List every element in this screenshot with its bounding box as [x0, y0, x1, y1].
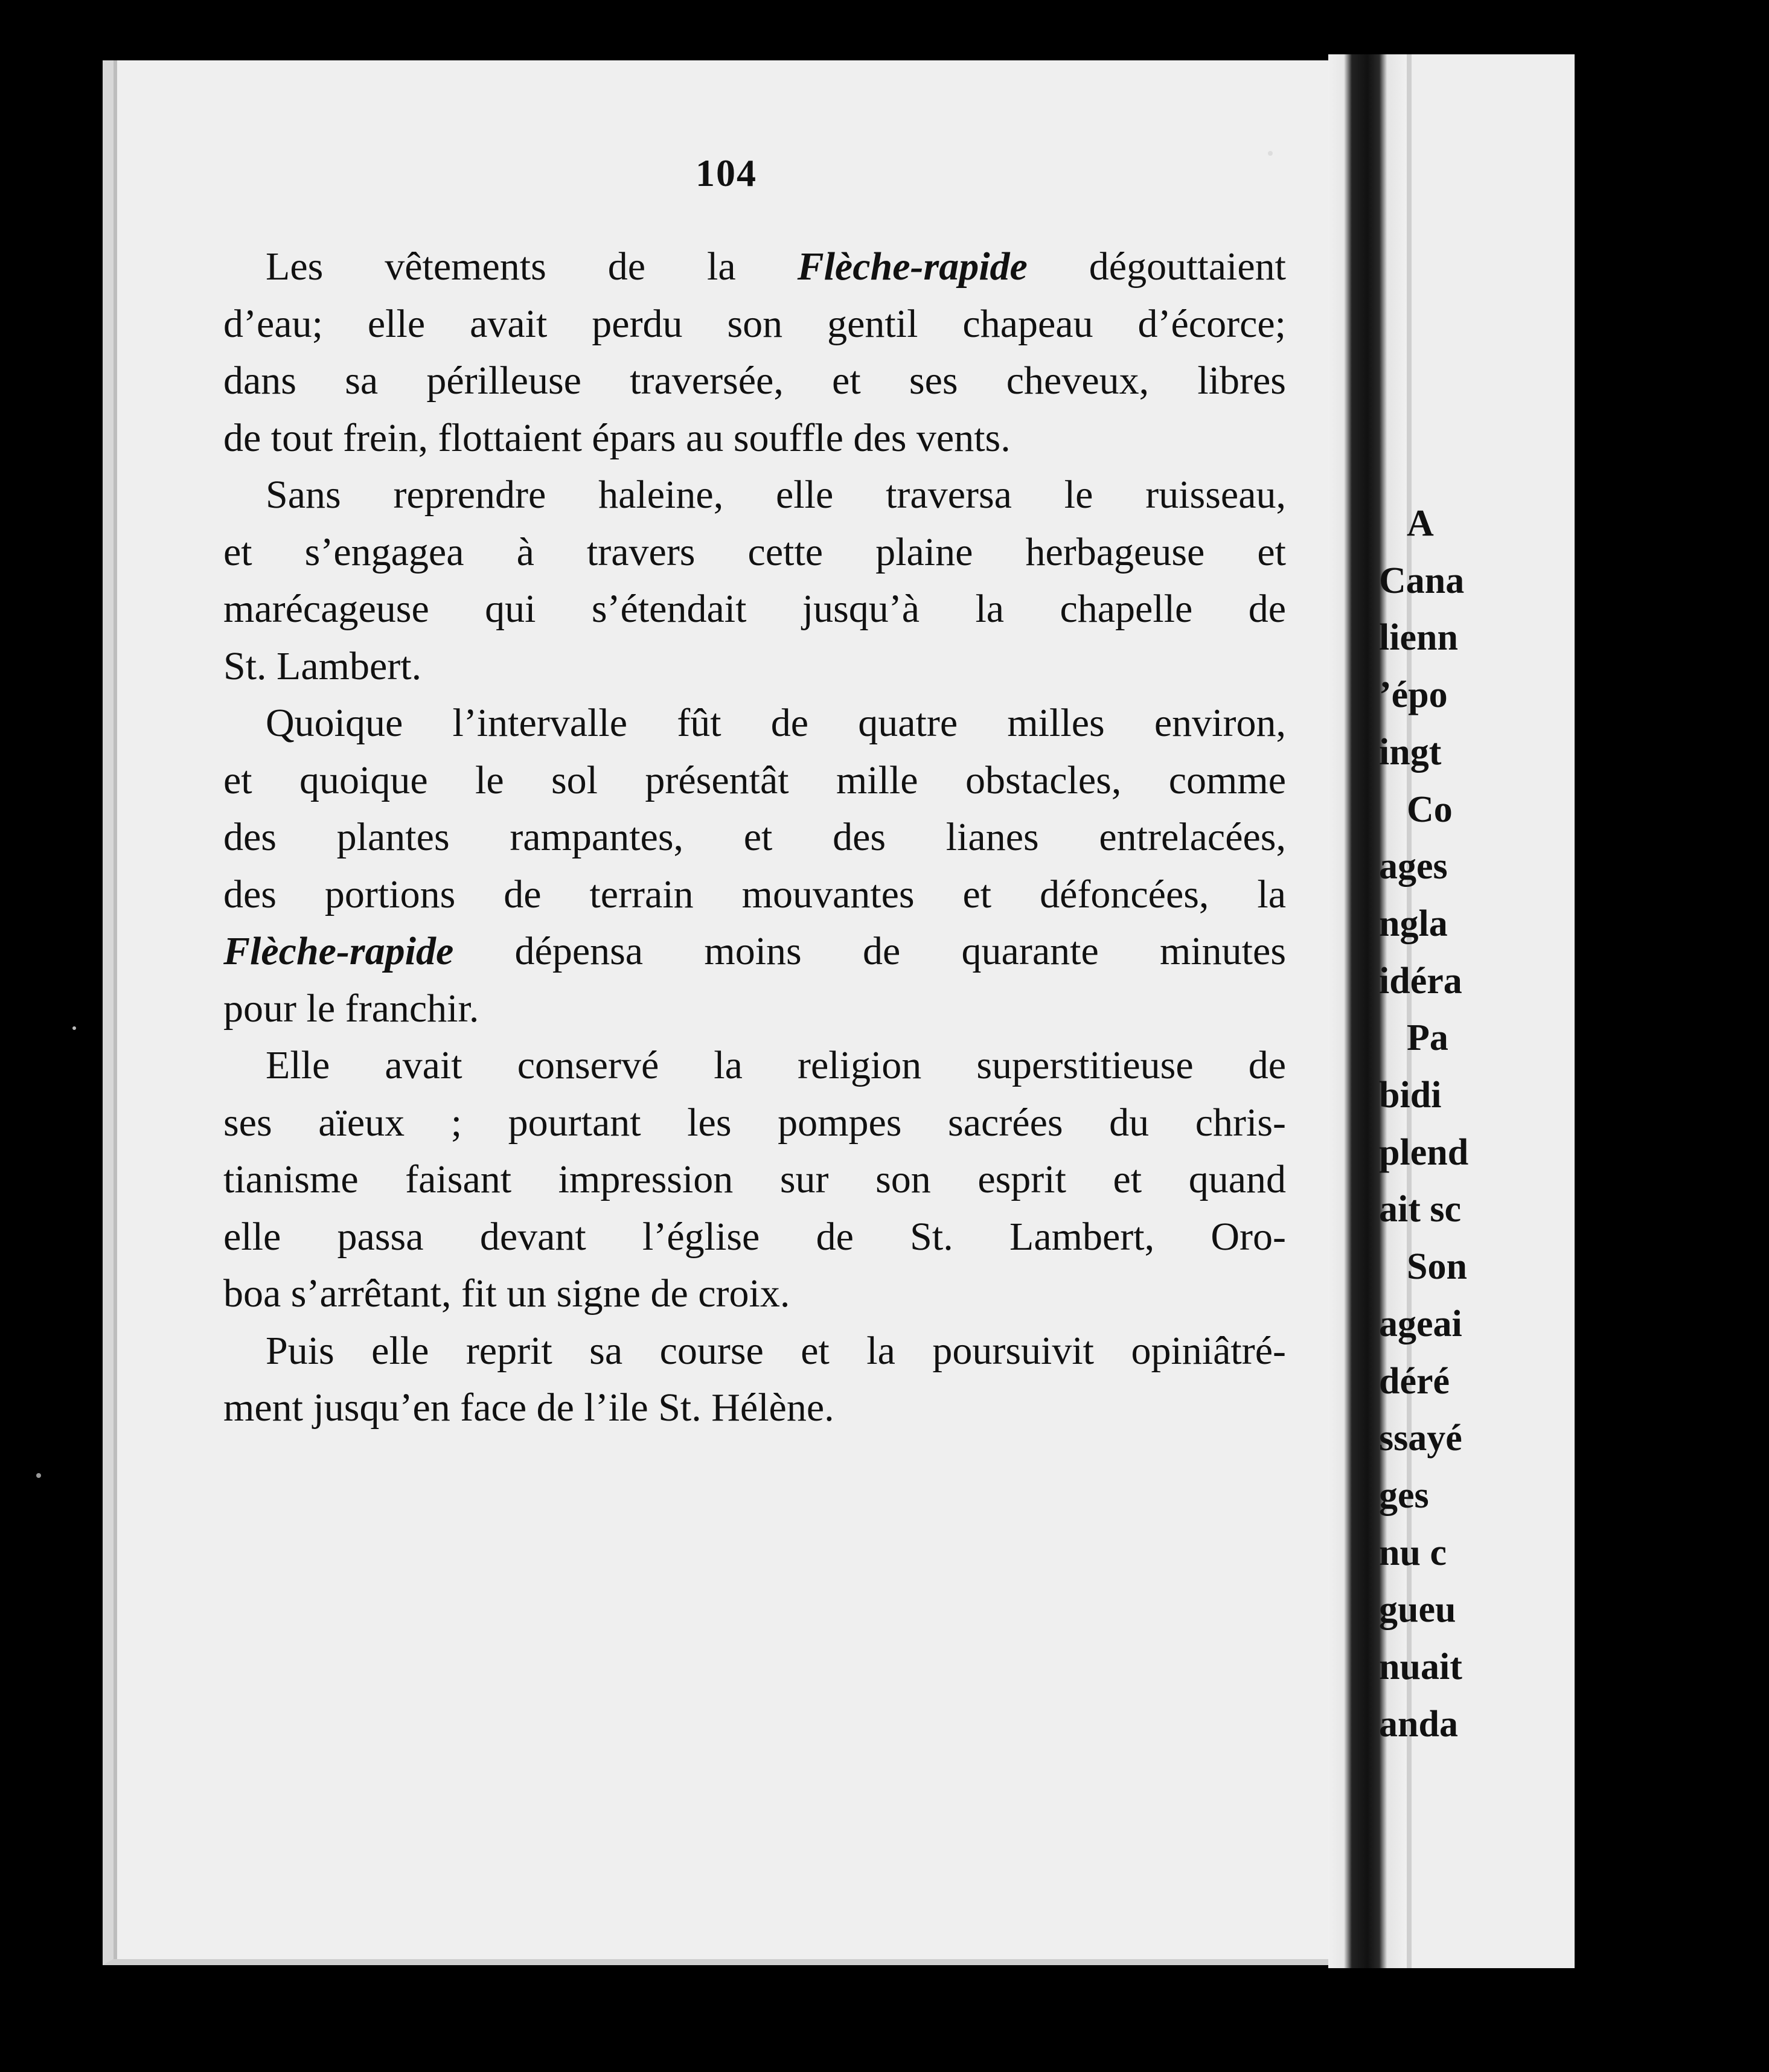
facing-page-line: déré	[1379, 1360, 1450, 1402]
facing-page-line: ’épo	[1379, 674, 1448, 716]
text-line	[223, 238, 1286, 296]
text-line	[223, 410, 1286, 467]
facing-page-line: anda	[1379, 1703, 1458, 1745]
facing-page-text	[1379, 495, 1769, 1753]
italic-name: Flèche-rapide	[797, 245, 1028, 289]
facing-page-line: Pa	[1407, 1017, 1448, 1059]
text-run: et s’engagea à travers cette plaine herbageuse et	[223, 529, 1286, 574]
text-run: Puis elle reprit sa course et la poursuivit opiniâtré-	[266, 1328, 1286, 1373]
text-run: dégouttaient	[1027, 245, 1287, 289]
facing-page-line: ageai	[1379, 1303, 1462, 1345]
text-line	[223, 923, 1286, 980]
text-line	[223, 980, 1286, 1038]
text-run: ses aïeux ; pourtant les pompes sacrées du chris-	[223, 1100, 1286, 1145]
facing-page-line: idéra	[1379, 960, 1462, 1002]
facing-page-line: bidi	[1379, 1075, 1442, 1116]
text-line	[223, 581, 1286, 638]
text-line	[223, 1209, 1286, 1266]
paragraph	[223, 1323, 1286, 1437]
text-run: des plantes rampantes, et des lianes entrelacées,	[223, 815, 1286, 859]
paragraph	[223, 1037, 1286, 1323]
facing-page-line: Co	[1407, 788, 1453, 830]
scan-speck	[1268, 151, 1273, 156]
text-run: Sans reprendre haleine, elle traversa le ruisseau,	[266, 473, 1286, 517]
text-line	[223, 866, 1286, 924]
paragraph	[223, 238, 1286, 467]
text-run: elle passa devant l’église de St. Lambert, Oro-	[223, 1214, 1286, 1259]
facing-page-line: ngla	[1379, 903, 1448, 944]
text-run: dépensa moins de quarante minutes	[453, 929, 1286, 973]
text-run: et quoique le sol présentât mille obstacles, comme	[223, 758, 1286, 802]
text-line	[223, 1037, 1286, 1095]
facing-page-line: ages	[1379, 846, 1448, 887]
paragraph	[223, 467, 1286, 695]
text-run: Quoique l’intervalle fût de quatre milles environ,	[266, 701, 1286, 745]
text-line	[223, 1151, 1286, 1209]
paragraph	[223, 695, 1286, 1037]
italic-name: Flèche-rapide	[223, 929, 454, 973]
facing-page-line: gueu	[1379, 1589, 1456, 1631]
facing-page-line: nu c	[1379, 1532, 1447, 1573]
facing-page-line: plend	[1379, 1131, 1469, 1173]
text-line	[223, 809, 1286, 866]
text-run: d’eau; elle avait perdu son gentil chapeau d’écorce;	[223, 301, 1286, 346]
text-line	[223, 467, 1286, 524]
facing-page	[1379, 54, 1575, 1968]
text-line	[223, 1095, 1286, 1152]
text-line	[223, 1323, 1286, 1380]
facing-page-line: nuait	[1379, 1646, 1462, 1688]
text-line	[223, 296, 1286, 353]
text-line	[223, 524, 1286, 581]
scan-speck	[72, 1026, 76, 1030]
text-run: pour le franchir.	[223, 986, 479, 1031]
page-number: 104	[696, 152, 757, 194]
text-run: St. Lambert.	[223, 644, 422, 688]
text-line	[223, 1380, 1286, 1437]
facing-page-line: Cana	[1379, 560, 1465, 601]
facing-page-line: Son	[1407, 1246, 1467, 1288]
text-run: Elle avait conservé la religion superstitieuse de	[266, 1043, 1286, 1087]
text-run: ment jusqu’en face de l’ile St. Hélène.	[223, 1386, 834, 1430]
text-run: tianisme faisant impression sur son esprit et quand	[223, 1157, 1286, 1201]
facing-page-line: ingt	[1379, 731, 1442, 773]
text-run: de tout frein, flottaient épars au souffle des vents.	[223, 415, 1011, 460]
body-text	[223, 238, 1286, 1437]
text-run: marécageuse qui s’étendait jusqu’à la chapelle de	[223, 587, 1286, 631]
text-line	[223, 752, 1286, 810]
facing-page-line: ges	[1379, 1474, 1429, 1516]
facing-page-line: A	[1407, 503, 1434, 544]
text-line	[223, 1265, 1286, 1323]
scan-speck	[36, 1473, 41, 1478]
text-run: des portions de terrain mouvantes et défoncées, la	[223, 872, 1286, 916]
text-line	[223, 695, 1286, 752]
facing-page-line: ssayé	[1379, 1418, 1462, 1459]
text-line	[223, 353, 1286, 410]
text-line	[223, 638, 1286, 695]
text-run: boa s’arrêtant, fit un signe de croix.	[223, 1271, 790, 1316]
facing-page-line: lienn	[1379, 617, 1458, 659]
facing-page-line: ait sc	[1379, 1189, 1462, 1230]
text-run: dans sa périlleuse traversée, et ses cheveux, libres	[223, 359, 1286, 403]
text-run: Les vêtements de la	[266, 245, 798, 289]
